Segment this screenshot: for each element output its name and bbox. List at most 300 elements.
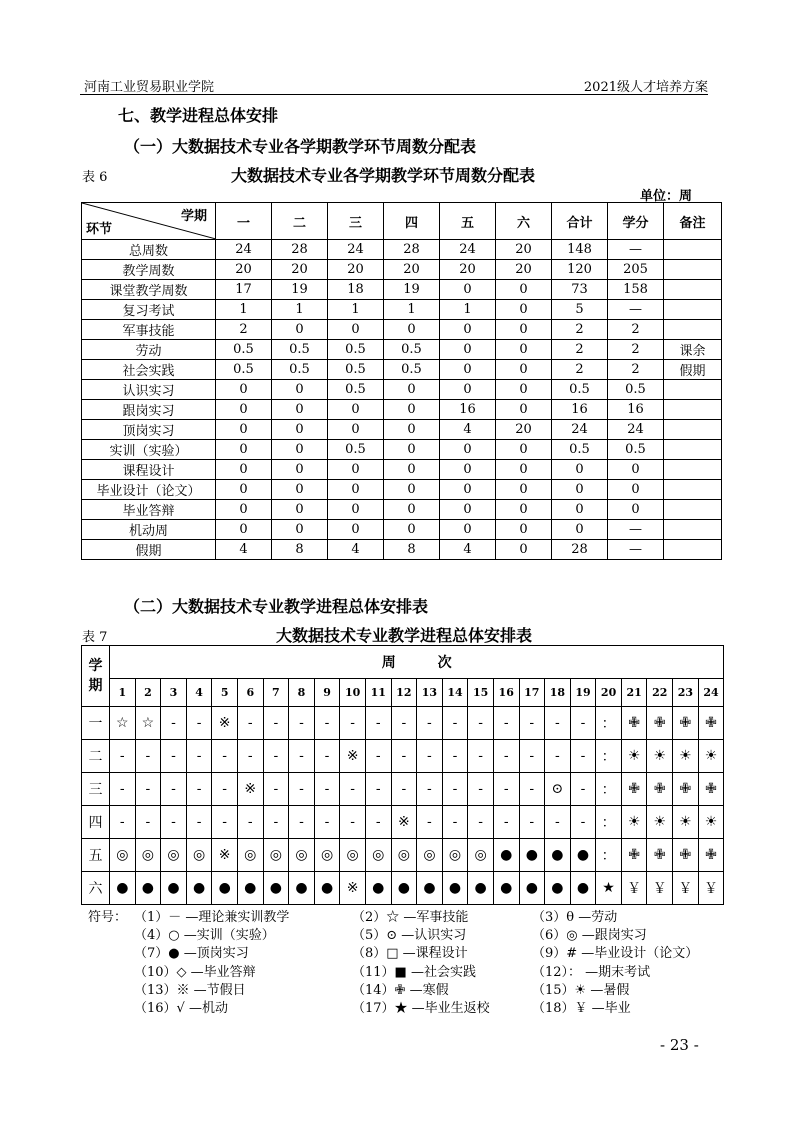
table7-week-number: 2 <box>135 679 161 707</box>
table6-cell: 0 <box>496 300 552 320</box>
table7-cell: ● <box>519 872 545 905</box>
table6-cell: 0 <box>328 520 384 540</box>
table6-cell: 24 <box>608 420 664 440</box>
table6-cell: 0 <box>328 500 384 520</box>
table6-col-header: 六 <box>496 203 552 240</box>
table6-cell: 28 <box>552 540 608 560</box>
table6-cell: 0 <box>552 460 608 480</box>
table7-week-number: 13 <box>417 679 443 707</box>
table7-cell: ※ <box>212 839 238 872</box>
legend-item: （11）■ —社会实践 <box>352 964 476 980</box>
table7-week-number: 24 <box>698 679 724 707</box>
table6-cell: 0.5 <box>552 380 608 400</box>
table7-cell: - <box>110 773 136 806</box>
table7-cell: ● <box>161 872 187 905</box>
table6-cell: 20 <box>384 260 440 280</box>
table7-cell: ● <box>110 872 136 905</box>
table6-row <box>82 240 722 260</box>
table7-week-header: 周 次 <box>110 646 724 679</box>
table6 <box>81 202 722 560</box>
table6-cell <box>664 380 722 400</box>
table6-cell: 1 <box>328 300 384 320</box>
table7-cell: ◎ <box>365 839 391 872</box>
table6-row <box>82 400 722 420</box>
legend-item: （5）⊙ —认识实习 <box>352 928 467 944</box>
table7-cell: ◎ <box>161 839 187 872</box>
table7-cell: - <box>493 773 519 806</box>
table7-cell: ● <box>570 839 596 872</box>
table6-cell: — <box>608 520 664 540</box>
table7-cell: ✙ <box>698 707 724 740</box>
table7-week-number: 10 <box>340 679 366 707</box>
table7-cell: ◎ <box>340 839 366 872</box>
table7-cell: - <box>468 806 494 839</box>
table6-cell: 0 <box>272 500 328 520</box>
table6-row-label: 毕业设计（论文） <box>82 480 216 500</box>
legend-item: （3）θ —劳动 <box>532 910 618 925</box>
table7-cell: ● <box>365 872 391 905</box>
table7-cell: ✙ <box>673 707 699 740</box>
table7-week-number: 9 <box>314 679 340 707</box>
table7-cell: - <box>545 707 571 740</box>
table6-row <box>82 420 722 440</box>
table7-cell: - <box>365 707 391 740</box>
table6-cell: 20 <box>496 260 552 280</box>
table6-cell: 20 <box>496 420 552 440</box>
table7-cell: ● <box>289 872 315 905</box>
table6-cell: 0.5 <box>328 440 384 460</box>
table7-cell: ☀ <box>647 740 673 773</box>
table7-cell: ☆ <box>110 707 136 740</box>
table7-cell: ✙ <box>621 707 647 740</box>
table6-cell: 0 <box>440 380 496 400</box>
table6-cell: 0 <box>496 340 552 360</box>
table6-row-label: 课堂教学周数 <box>82 280 216 300</box>
table7-cell: - <box>289 806 315 839</box>
table6-cell <box>664 280 722 300</box>
table7-cell: - <box>442 740 468 773</box>
table6-row-label: 顶岗实习 <box>82 420 216 440</box>
table7-cell: ☆ <box>135 707 161 740</box>
table6-cell: 20 <box>440 260 496 280</box>
table7-cell: ※ <box>340 872 366 905</box>
table7-cell: ✙ <box>673 773 699 806</box>
table6-cell: 0 <box>384 380 440 400</box>
table7-cell: - <box>289 740 315 773</box>
table6-cell <box>664 420 722 440</box>
table6-cell: 20 <box>328 260 384 280</box>
table6-cell: 假期 <box>664 360 722 380</box>
table6-cell: 4 <box>440 420 496 440</box>
table6-cell: — <box>608 300 664 320</box>
table6-cell <box>664 400 722 420</box>
table6-cell: 0 <box>384 480 440 500</box>
table6-cell: 2 <box>608 340 664 360</box>
table6-cell <box>664 540 722 560</box>
table6-cell: 0 <box>440 360 496 380</box>
table6-cell: 0 <box>272 460 328 480</box>
table7-cell: ● <box>391 872 417 905</box>
table6-cell <box>664 300 722 320</box>
table7-week-number: 11 <box>365 679 391 707</box>
table7-cell: - <box>519 806 545 839</box>
table7-term-label: 六 <box>82 872 110 905</box>
legend-item: （12）： —期末考试 <box>532 964 651 980</box>
table6-title: 大数据技术专业各学期教学环节周数分配表 <box>231 166 536 185</box>
legend-prefix: 符号： <box>88 910 128 925</box>
table7-week-number: 6 <box>237 679 263 707</box>
table6-cell: 2 <box>552 360 608 380</box>
table6-cell: 0 <box>608 460 664 480</box>
table6-cell: 20 <box>496 240 552 260</box>
table7-cell: ￥ <box>621 872 647 905</box>
table6-cell <box>664 520 722 540</box>
table7-week-number: 1 <box>110 679 136 707</box>
table7-cell: ※ <box>212 707 238 740</box>
table6-cell: 16 <box>552 400 608 420</box>
table7-cell: - <box>186 707 212 740</box>
table7-cell: ● <box>212 872 238 905</box>
table6-row <box>82 340 722 360</box>
table6-cell: 0.5 <box>608 440 664 460</box>
table6-row-label: 毕业答辩 <box>82 500 216 520</box>
table7-cell: - <box>289 773 315 806</box>
table7-row <box>82 839 724 872</box>
header-left: 河南工业贸易职业学院 <box>84 80 215 95</box>
table7-cell: ◎ <box>442 839 468 872</box>
table6-cell: 0.5 <box>384 340 440 360</box>
table7-cell: - <box>161 740 187 773</box>
table6-cell: 0 <box>216 440 272 460</box>
table6-cell: 1 <box>384 300 440 320</box>
table6-col-header: 备注 <box>664 203 722 240</box>
table6-row <box>82 480 722 500</box>
table7-cell: - <box>186 773 212 806</box>
table6-row <box>82 380 722 400</box>
table7-cell: ： <box>596 740 622 773</box>
legend-item: （8）□ —课程设计 <box>352 946 468 962</box>
table7-cell: - <box>442 806 468 839</box>
table6-cell: 24 <box>552 420 608 440</box>
table6-cell: 4 <box>440 540 496 560</box>
table7-cell: ✙ <box>647 707 673 740</box>
legend-item: （16）√ —机动 <box>134 1001 228 1016</box>
table7-cell: - <box>186 806 212 839</box>
table7-row <box>82 707 724 740</box>
table6-cell: 4 <box>328 540 384 560</box>
table6-cell: 0 <box>216 380 272 400</box>
table6-cell: 0 <box>216 420 272 440</box>
table7-term-label: 一 <box>82 707 110 740</box>
table6-cell <box>664 320 722 340</box>
table7-cell: ● <box>519 839 545 872</box>
table6-unit: 单位：周 <box>640 189 693 204</box>
table6-col-header: 一 <box>216 203 272 240</box>
section-title: 七、教学进程总体安排 <box>118 106 279 125</box>
table7-cell: ☀ <box>698 806 724 839</box>
table7 <box>81 645 724 905</box>
table6-col-header: 学分 <box>608 203 664 240</box>
table7-week-number: 22 <box>647 679 673 707</box>
legend-item: （2）☆ —军事技能 <box>352 910 469 925</box>
table7-cell: - <box>519 740 545 773</box>
table6-cell: 5 <box>552 300 608 320</box>
table6-cell: 8 <box>384 540 440 560</box>
table7-cell: - <box>468 740 494 773</box>
table7-cell: - <box>237 740 263 773</box>
table7-cell: - <box>442 707 468 740</box>
table6-row <box>82 260 722 280</box>
table6-cell: 0 <box>216 500 272 520</box>
table6-cell: 0 <box>440 340 496 360</box>
legend-item: （18）￥ —毕业 <box>532 1001 631 1016</box>
table7-week-number: 15 <box>468 679 494 707</box>
table7-cell: - <box>417 806 443 839</box>
table7-term-label: 四 <box>82 806 110 839</box>
table7-week-number: 3 <box>161 679 187 707</box>
table6-cell: 0 <box>272 420 328 440</box>
table7-cell: ☀ <box>673 806 699 839</box>
table7-cell: - <box>263 806 289 839</box>
table6-cell: 158 <box>608 280 664 300</box>
table7-cell: - <box>212 740 238 773</box>
table6-cell: 24 <box>216 240 272 260</box>
table7-cell: ✙ <box>673 839 699 872</box>
table7-cell: - <box>263 707 289 740</box>
table7-row <box>82 806 724 839</box>
table6-row-label: 认识实习 <box>82 380 216 400</box>
table6-row <box>82 500 722 520</box>
table7-cell: - <box>417 740 443 773</box>
table6-row <box>82 360 722 380</box>
table6-col-header: 三 <box>328 203 384 240</box>
table6-cell <box>664 500 722 520</box>
table6-row-label: 劳动 <box>82 340 216 360</box>
table7-cell: ● <box>314 872 340 905</box>
table7-cell: - <box>135 773 161 806</box>
table7-cell: - <box>570 806 596 839</box>
table6-cell: 0 <box>496 360 552 380</box>
table7-cell: ◎ <box>110 839 136 872</box>
table6-cell: 4 <box>216 540 272 560</box>
table7-cell: ◎ <box>237 839 263 872</box>
table6-cell <box>664 440 722 460</box>
table7-cell: ★ <box>596 872 622 905</box>
table7-cell: - <box>314 707 340 740</box>
table6-row <box>82 280 722 300</box>
table7-cell: ※ <box>237 773 263 806</box>
legend-item: （10）◇ —毕业答辩 <box>134 964 256 980</box>
table6-cell: 2 <box>216 320 272 340</box>
table6-col-header: 合计 <box>552 203 608 240</box>
table6-cell: 0 <box>496 460 552 480</box>
table7-cell: - <box>493 740 519 773</box>
table7-cell: ￥ <box>698 872 724 905</box>
table6-cell: 0.5 <box>216 340 272 360</box>
table7-cell: - <box>391 773 417 806</box>
table6-cell: 0 <box>496 520 552 540</box>
table7-cell: ： <box>596 773 622 806</box>
table6-cell: 0 <box>496 440 552 460</box>
table6-row-label: 复习考试 <box>82 300 216 320</box>
table7-cell: - <box>442 773 468 806</box>
page-number: - 23 - <box>660 1036 699 1054</box>
table7-cell: ● <box>237 872 263 905</box>
table6-cell: 0 <box>440 320 496 340</box>
table7-cell: - <box>237 806 263 839</box>
table6-cell: 73 <box>552 280 608 300</box>
table7-cell: - <box>212 773 238 806</box>
table7-cell: - <box>161 773 187 806</box>
table6-cell: 0 <box>440 460 496 480</box>
table7-term-label: 三 <box>82 773 110 806</box>
table6-cell: 16 <box>608 400 664 420</box>
table7-cell: ☀ <box>698 740 724 773</box>
table7-week-number: 14 <box>442 679 468 707</box>
table7-cell: ☀ <box>673 740 699 773</box>
table7-term-header: 学期 <box>82 646 110 707</box>
table6-cell: 19 <box>272 280 328 300</box>
table6-row <box>82 300 722 320</box>
corner-bottom-label: 环节 <box>86 222 113 237</box>
table7-cell: ※ <box>340 740 366 773</box>
table6-row <box>82 440 722 460</box>
table7-week-number: 23 <box>673 679 699 707</box>
table7-cell: - <box>493 707 519 740</box>
table6-cell: 0.5 <box>328 340 384 360</box>
table7-week-number: 16 <box>493 679 519 707</box>
table6-cell: 24 <box>440 240 496 260</box>
table7-cell: - <box>493 806 519 839</box>
table7-cell: - <box>468 773 494 806</box>
table7-week-number: 5 <box>212 679 238 707</box>
table6-cell: — <box>608 240 664 260</box>
table7-cell: - <box>161 707 187 740</box>
table7-week-number: 12 <box>391 679 417 707</box>
table7-cell: ： <box>596 707 622 740</box>
table7-cell: - <box>314 806 340 839</box>
table6-cell: 0 <box>216 460 272 480</box>
table7-cell: ◎ <box>135 839 161 872</box>
table6-row-label: 实训（实验） <box>82 440 216 460</box>
table6-corner <box>82 203 216 240</box>
table6-cell: 课余 <box>664 340 722 360</box>
table6-cell: 20 <box>272 260 328 280</box>
table7-cell: ● <box>545 872 571 905</box>
table7-cell: - <box>110 740 136 773</box>
table6-cell: 2 <box>552 320 608 340</box>
table7-cell: ☀ <box>621 740 647 773</box>
table6-row-label: 假期 <box>82 540 216 560</box>
legend-item: （15）☀ —暑假 <box>532 982 630 998</box>
table7-cell: ✙ <box>698 839 724 872</box>
subsection-title-1: （一）大数据技术专业各学期教学环节周数分配表 <box>124 137 477 156</box>
table7-cell: - <box>365 806 391 839</box>
table6-row <box>82 320 722 340</box>
table7-cell: - <box>519 773 545 806</box>
table6-cell: 0 <box>384 500 440 520</box>
table6-cell: 0 <box>216 400 272 420</box>
table6-cell: 0 <box>384 440 440 460</box>
table6-row <box>82 520 722 540</box>
table7-cell: - <box>545 806 571 839</box>
table7-cell: ◎ <box>186 839 212 872</box>
table6-cell: 2 <box>608 360 664 380</box>
table7-week-number: 19 <box>570 679 596 707</box>
table7-week-number: 8 <box>289 679 315 707</box>
legend-item: （13）※ —节假日 <box>134 982 246 998</box>
corner-top-label: 学期 <box>180 209 207 224</box>
table7-cell: ￥ <box>647 872 673 905</box>
table6-header-row <box>82 203 722 240</box>
legend-item: （7）● —顶岗实习 <box>134 946 249 962</box>
table7-cell: ● <box>468 872 494 905</box>
table7-cell: - <box>365 773 391 806</box>
table7-cell: - <box>519 707 545 740</box>
table7-row <box>82 773 724 806</box>
table6-cell: 0.5 <box>328 380 384 400</box>
legend-item: （6）◎ —跟岗实习 <box>532 928 647 944</box>
table7-cell: - <box>212 806 238 839</box>
table6-cell: 0.5 <box>384 360 440 380</box>
table6-cell: 0 <box>552 500 608 520</box>
table7-cell: - <box>570 773 596 806</box>
table6-cell: 0 <box>328 460 384 480</box>
table6-cell: 0 <box>496 500 552 520</box>
table7-cell: ◎ <box>391 839 417 872</box>
table7-cell: - <box>135 806 161 839</box>
table6-cell: — <box>608 540 664 560</box>
header-rule <box>80 94 708 95</box>
table7-cell: ✙ <box>621 773 647 806</box>
table6-cell: 1 <box>440 300 496 320</box>
table7-cell: ✙ <box>647 773 673 806</box>
table6-cell: 0 <box>328 400 384 420</box>
table7-cell: ● <box>186 872 212 905</box>
table6-cell: 0 <box>216 520 272 540</box>
table6-cell: 205 <box>608 260 664 280</box>
table7-cell: - <box>417 773 443 806</box>
table6-cell: 18 <box>328 280 384 300</box>
table6-cell: 0 <box>216 480 272 500</box>
table6-cell: 16 <box>440 400 496 420</box>
table7-cell: ✙ <box>698 773 724 806</box>
table7-title: 大数据技术专业教学进程总体安排表 <box>276 626 533 645</box>
table6-cell <box>664 240 722 260</box>
table6-cell: 0 <box>384 400 440 420</box>
legend-item: （14）✙ —寒假 <box>352 982 449 998</box>
table6-cell: 0 <box>328 480 384 500</box>
table6-cell: 0 <box>440 520 496 540</box>
table7-cell: - <box>110 806 136 839</box>
table7-cell: ● <box>545 839 571 872</box>
table7-week-number: 4 <box>186 679 212 707</box>
table6-cell: 0 <box>440 280 496 300</box>
table6-cell: 0 <box>552 520 608 540</box>
table7-cell: ● <box>135 872 161 905</box>
table6-row-label: 社会实践 <box>82 360 216 380</box>
table6-cell <box>664 460 722 480</box>
table6-row-label: 军事技能 <box>82 320 216 340</box>
table7-row <box>82 872 724 905</box>
table6-cell: 0 <box>440 480 496 500</box>
table7-label: 表 7 <box>82 630 108 645</box>
table6-cell: 0.5 <box>272 340 328 360</box>
table6-cell: 0 <box>496 320 552 340</box>
table6-cell: 8 <box>272 540 328 560</box>
table6-cell: 0 <box>384 420 440 440</box>
legend-item: （4）○ —实训（实验） <box>134 928 275 944</box>
